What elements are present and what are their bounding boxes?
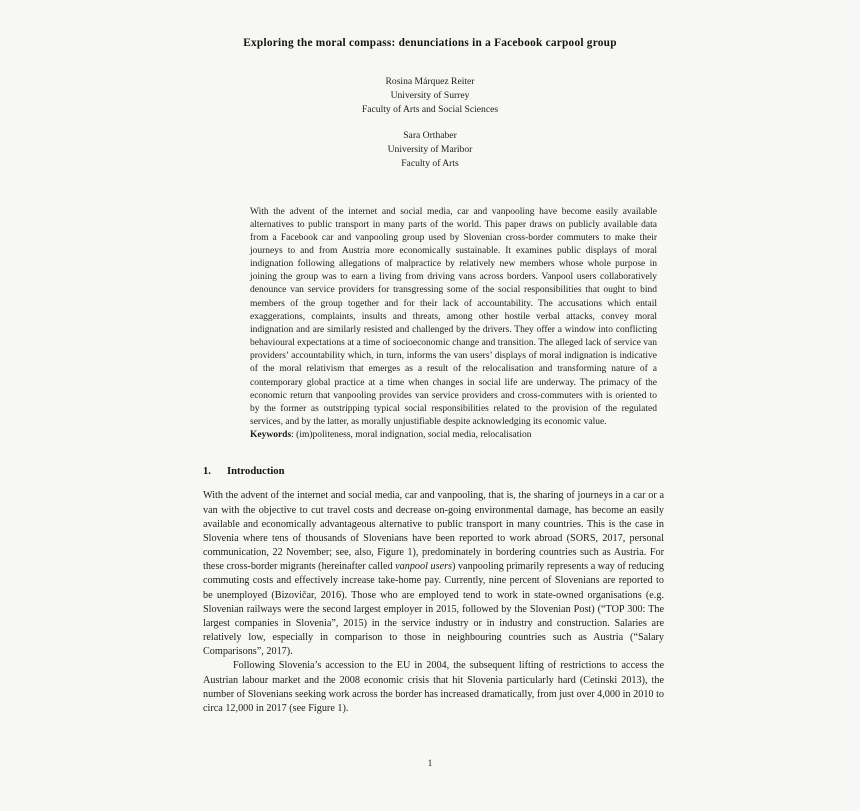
author-block: [0, 129, 860, 171]
keywords-line: [250, 429, 657, 442]
author-name: Rosina Márquez Reiter: [385, 76, 475, 88]
author-affiliation: University of Surrey: [390, 90, 470, 102]
introduction-body: [0, 477, 860, 716]
author-name: Sara Orthaber: [403, 129, 457, 141]
paragraph-1-italic-term: vanpool users: [395, 561, 453, 573]
keywords-value: : (im)politeness, moral indignation, social media, relocalisation: [291, 430, 532, 441]
section-number: 1.: [203, 466, 211, 478]
keywords-label: Keywords: [250, 430, 292, 441]
author-list: [0, 50, 860, 170]
author-affiliation: University of Maribor: [387, 143, 473, 155]
abstract-text: With the advent of the internet and social media, car and vanpooling have become easily available alternatives to public transport in many parts of the world. This paper draws on publicly available data from a Facebook car and vanpooling group used by Slovenian cross-border commuters to make their journeys to and from Austria more economically sustainable. It examines public displays of moral indignation following allegations of malpractice by relatively new members whose whole purpose in joining the group was to earn a living from driving vans across borders. Vanpool users collaboratively denounce van service providers for transgressing some of the social responsibilities that ought to bind members of the group together and for their lack of accountability. The accusations which entail exaggerations, complaints, insults and threats, among other hostile verbal attacks, convey moral indignation and are similarly resisted and challenged by the drivers. They offer a window into conflicting behavioural expectations at a time of socioeconomic change and transition. The alleged lack of service van providers’ accountability which, in turn, informs the van users’ displays of moral indignation is indicative of the moral relativism that emerges as a result of the relocalisation and transforming nature of a contemporary global practice at a time when changes in social life are underway. The primacy of the economic return that vanpooling provides van service providers and cross-commuters with is oriented to by the former as outstripping typical social responsibilities related to the provision of the regulated services, and by the latter, as morally unjustifiable despite acknowledging its economic value.: [250, 206, 657, 428]
paragraph-1: [203, 489, 664, 659]
author-faculty: Faculty of Arts: [401, 157, 459, 169]
page-title: Exploring the moral compass: denunciations in a Facebook carpool group: [243, 37, 617, 49]
section-title: Introduction: [227, 466, 285, 478]
paragraph-1-part-1: With the advent of the internet and social media, car and vanpooling, that is, the sharing of journeys in a car or a van with the objective to cut travel costs and decrease on-going environmental damage, has become an easily available and economically advantageous alternative to public transport in many countries. This is the case in Slovenia where tens of thousands of Slovenians have been reported to work abroad (SORS, 2017, personal communication, 22 November; see, also, Figure 1), predominately in bordering countries such as Austria. For these cross-border migrants (hereinafter called: [203, 490, 664, 573]
paragraph-2: Following Slovenia’s accession to the EU in 2004, the subsequent lifting of restrictions to access the Austrian labour market and the 2008 economic crisis that hit Slovenia particularly hard (Cetinski 2013), the number of Slovenians seeking work across the border has increased dramatically, from just over 4,000 in 2010 to circa 12,000 in 2017 (see Figure 1).: [203, 660, 664, 714]
author-block: [0, 75, 860, 117]
abstract-section: [0, 171, 860, 443]
page-number: 1: [427, 759, 433, 769]
paragraph-1-part-2: ) vanpooling primarily represents a way of reducing commuting costs and effectively increase take-home pay. Currently, nine percent of Slovenians are reported to be unemployed (Bizovičar, 2016). Those who are employed tend to work in state-owned organisations (e.g. Slovenian railways were the second largest employer in 2015, followed by the Slovenian Post) (“TOP 300: The largest companies in Slovenia”, 2015) in the service industry or in industry and construction. Salaries are relatively low, especially in comparison to those in neighbouring countries such as Austria (“Salary Comparisons”, 2017).: [203, 561, 664, 658]
section-heading-introduction: [0, 442, 860, 477]
author-faculty: Faculty of Arts and Social Sciences: [361, 103, 499, 115]
